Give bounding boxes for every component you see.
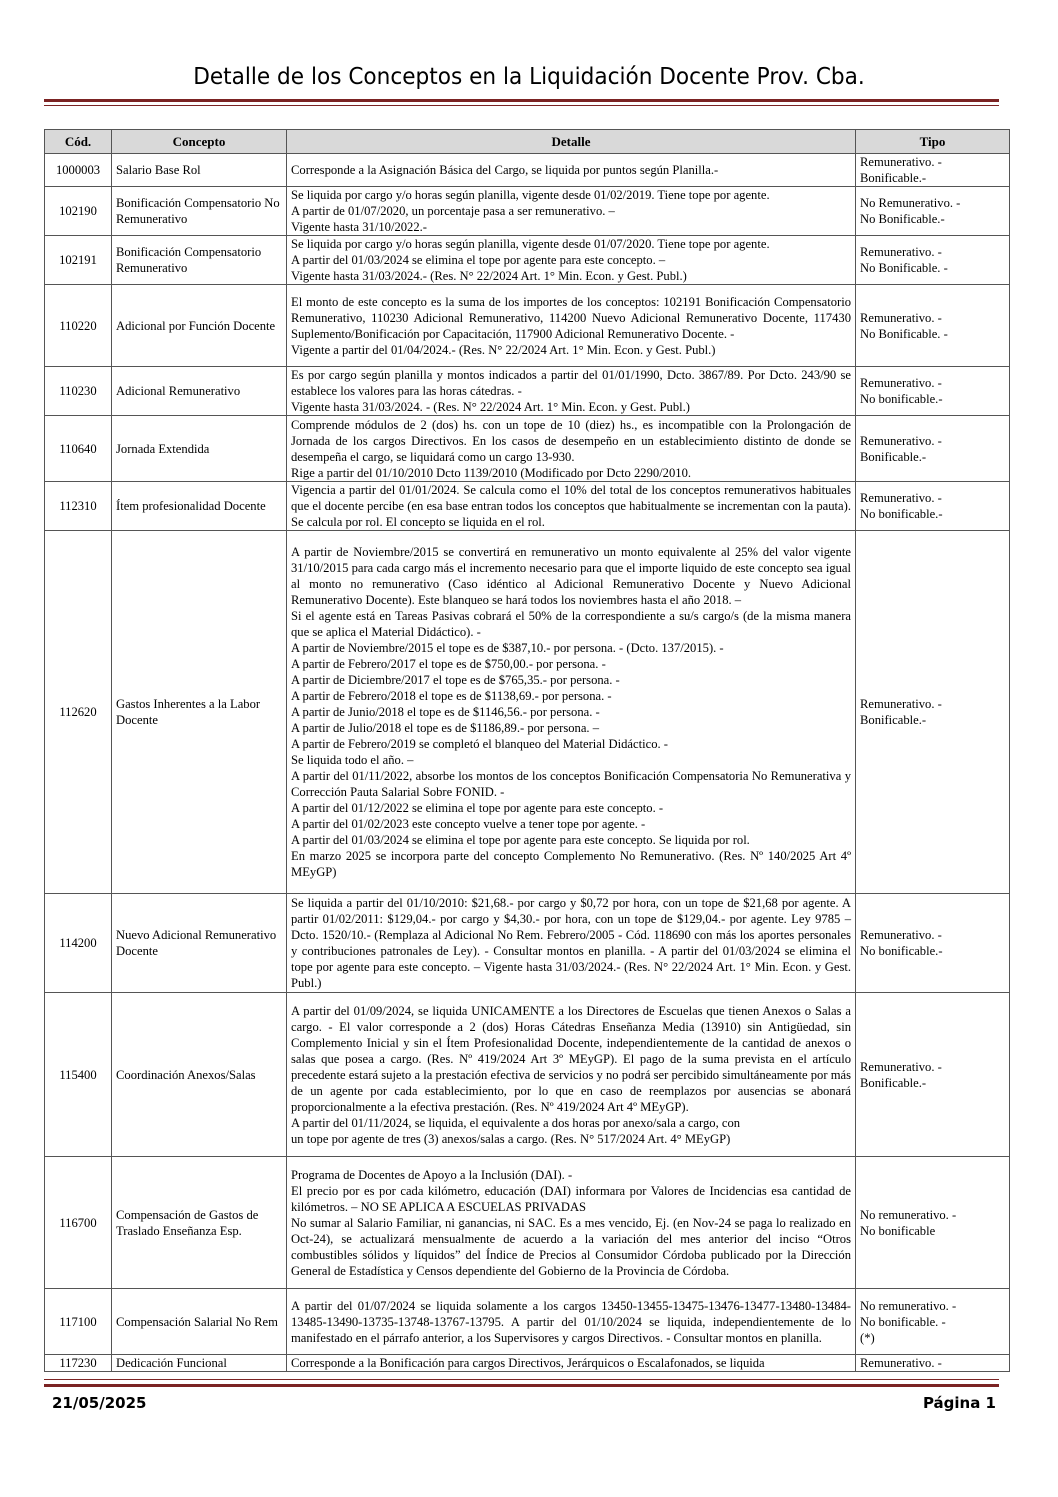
detalle-paragraph: A partir de Diciembre/2017 el tope es de $765,35.- por persona. - <box>291 673 620 687</box>
tipo-line: Bonificable.- <box>860 713 927 727</box>
footer-rule-thin <box>44 1379 999 1380</box>
detalle-paragraph: A partir del 01/03/2024 se elimina el tope por agente para este concepto. Se liquida por rol. <box>291 833 750 847</box>
cell-cod: 117100 <box>45 1289 112 1355</box>
cell-tipo <box>856 993 1010 1157</box>
cell-detalle <box>287 894 856 993</box>
detalle-paragraph: A partir de Junio/2018 el tope es de $1146,56.- por persona. - <box>291 705 600 719</box>
tipo-line: No bonificable <box>860 1223 936 1238</box>
tipo-line: Remunerativo. - <box>860 928 942 942</box>
cell-tipo <box>856 236 1010 285</box>
detalle-paragraph: Vigencia a partir del 01/01/2024. Se calcula como el 10% del total de los conceptos remunerativos habituales que el docente percibe (en esa base entran todos los conceptos que habitualmente se incrementan con la pauta). Se calcula por rol. El concepto se liquida en el rol. <box>291 483 851 529</box>
cell-cod: 116700 <box>45 1157 112 1289</box>
cell-detalle <box>287 154 856 187</box>
cell-detalle <box>287 1355 856 1372</box>
cell-tipo <box>856 482 1010 531</box>
tipo-line: Bonificable.- <box>860 449 927 464</box>
cell-cod: 114200 <box>45 894 112 993</box>
cell-tipo <box>856 285 1010 367</box>
tipo-line: No bonificable.- <box>860 507 943 521</box>
cell-cod: 110640 <box>45 416 112 482</box>
cell-concepto: Jornada Extendida <box>112 416 287 482</box>
detalle-paragraph: A partir del 01/07/2024 se liquida solamente a los cargos 13450-13455-13475-13476-13477-13480-13484-13485-13490-13735-13748-13767-13795. A partir del 01/10/2024 se liquida, independientemente de lo manifestado en el párrafo anterior, a los Supervisores y cargos Directivos. - Consultar montos en planilla. <box>291 1298 851 1345</box>
cell-concepto: Compensación Salarial No Rem <box>112 1289 287 1355</box>
cell-concepto: Coordinación Anexos/Salas <box>112 993 287 1157</box>
cell-concepto: Compensación de Gastos de Traslado Enseñanza Esp. <box>112 1157 287 1289</box>
cell-tipo <box>856 531 1010 894</box>
footer-rule-thick <box>44 1384 999 1387</box>
tipo-line: No Bonificable. - <box>860 326 948 341</box>
detalle-paragraph: A partir del 01/09/2024, se liquida UNICAMENTE a los Directores de Escuelas que tienen Anexos o Salas a cargo. - El valor corresponde a 2 (dos) Horas Cátedras Enseñanza Media (13910) sin Antigüedad, sin Complemento Inicial y sin el Ítem Profesionalidad Docente, independientemente de la cantidad de anexos o salas que posea a cargo. (Res. Nº 419/2024 Art 3º MEyGP). El pago de la suma prevista en el artículo precedente estará sujeto a la prestación efectiva de servicios y no podrá ser percibido simultáneamente por más de un agente por cada establecimiento, por lo que en caso de reemplazos por ausencias se abonará proporcionalmente a la efectiva prestación. (Res. Nº 419/2024 Art 4º MEyGP). <box>291 1003 851 1114</box>
cell-cod: 1000003 <box>45 154 112 187</box>
tipo-line: No remunerativo. - <box>860 1298 957 1313</box>
table-row <box>45 1289 1010 1355</box>
tipo-line: Remunerativo. - <box>860 697 942 711</box>
cell-detalle <box>287 285 856 367</box>
detalle-paragraph: Vigente a partir del 01/04/2024.- (Res. N° 22/2024 Art. 1° Min. Econ. y Gest. Publ.) <box>291 342 716 357</box>
detalle-paragraph: El precio por es por cada kilómetro, educación (DAI) informara por Valores de Incidencias esa cantidad de kilómetros. – NO SE APLICA A ESCUELAS PRIVADAS <box>291 1183 851 1214</box>
tipo-line: Remunerativo. - <box>860 1059 942 1074</box>
cell-tipo <box>856 894 1010 993</box>
detalle-paragraph: A partir de Julio/2018 el tope es de $1186,89.- por persona. – <box>291 721 600 735</box>
cell-concepto: Adicional por Función Docente <box>112 285 287 367</box>
detalle-paragraph: Si el agente está en Tareas Pasivas cobrará el 50% de la correspondiente a su/s cargo/s (de la misma manera que se aplica el Material Didáctico). - <box>291 609 851 639</box>
detalle-paragraph: Corresponde a la Bonificación para cargos Directivos, Jerárquicos o Escalafonados, se liquida <box>291 1356 765 1370</box>
detalle-paragraph: El monto de este concepto es la suma de los importes de los conceptos: 102191 Bonificación Compensatorio Remunerativo, 110230 Adicional Remunerativo, 114200 Nuevo Adicional Remunerativo Docente, 117430 Suplemento/Bonificación por Capacitación, 117900 Adicional Remunerativo Docente. - <box>291 294 851 341</box>
detalle-paragraph: A partir de Noviembre/2015 se convertirá en remunerativo un monto equivalente al 25% del valor vigente 31/10/2015 para cada cargo más el incremento necesario para que el importe liquido de este concepto sea igual al monto no remunerativo (Caso idéntico al Adicional Remunerativo Docente y Nuevo Adicional Remunerativo Docente). Este blanqueo se hará todos los noviembres hasta el año 2018. – <box>291 545 851 607</box>
detalle-paragraph: Se liquida a partir del 01/10/2010: $21,68.- por cargo y $0,72 por hora, con un tope de $21,68 por agente. A partir 01/02/2011: $129,04.- por cargo y $4,30.- por hora, con un tope de $129,04.- por agente. Ley 9785 – Dcto. 1520/10.- (Remplaza al Adicional No Rem. Febrero/2005 - Cód. 118690 con más los aportes personales y contribuciones patronales de Ley). - Consultar montos en planilla. - A partir del 01/03/2024 se elimina el tope por agente para este concepto. – Vigente hasta 31/03/2024.- (Res. N° 22/2024 Art. 1° Min. Econ. y Gest. Publ.) <box>291 896 851 990</box>
tipo-line: No bonificable.- <box>860 944 943 958</box>
tipo-line: (*) <box>860 1330 875 1345</box>
table-body <box>45 154 1010 1372</box>
cell-detalle <box>287 1289 856 1355</box>
tipo-line: Remunerativo. - <box>860 155 942 169</box>
detalle-paragraph: No sumar al Salario Familiar, ni ganancias, ni SAC. Es a mes vencido, Ej. (en Nov-24 se paga lo realizado en Oct-24), se actualizará mensualmente de acuerdo a la variación del mes anterior del inciso “Otros combustibles sólidos y líquidos” del Índice de Precios al Consumidor Córdoba publicado por la Dirección General de Estadística y Censos dependiente del Gobierno de la Provincia de Córdoba. <box>291 1215 851 1278</box>
detalle-paragraph: Corresponde a la Asignación Básica del Cargo, se liquida por puntos según Planilla.- <box>291 163 719 177</box>
cell-tipo <box>856 416 1010 482</box>
detalle-paragraph: Es por cargo según planilla y montos indicados a partir del 01/01/1990, Dcto. 3867/89. Por Dcto. 243/90 se establece los valores para las horas cátedras. - <box>291 368 851 398</box>
cell-cod: 117230 <box>45 1355 112 1372</box>
tipo-line: No remunerativo. - <box>860 1207 957 1222</box>
cell-concepto: Bonificación Compensatorio Remunerativo <box>112 236 287 285</box>
detalle-paragraph: A partir del 01/12/2022 se elimina el tope por agente para este concepto. - <box>291 801 664 815</box>
detalle-paragraph: Vigente hasta 31/10/2022.- <box>291 220 427 234</box>
detalle-paragraph: A partir de Noviembre/2015 el tope es de $387,10.- por persona. - (Dcto. 137/2015). - <box>291 641 724 655</box>
detalle-paragraph: A partir de 01/07/2020, un porcentaje pasa a ser remunerativo. – <box>291 204 615 218</box>
table-row <box>45 187 1010 236</box>
detalle-paragraph: A partir del 01/11/2022, absorbe los montos de los conceptos Bonificación Compensatoria No Remunerativa y Corrección Pauta Salarial Sobre FONID. - <box>291 769 851 799</box>
table-row <box>45 993 1010 1157</box>
tipo-line: Remunerativo. - <box>860 245 942 259</box>
table-row <box>45 285 1010 367</box>
detalle-paragraph: A partir del 01/03/2024 se elimina el tope por agente para este concepto. – <box>291 253 666 267</box>
cell-detalle <box>287 367 856 416</box>
tipo-line: Bonificable.- <box>860 1075 927 1090</box>
page-title: Detalle de los Conceptos en la Liquidación Docente Prov. Cba. <box>193 64 865 90</box>
detalle-paragraph: Vigente hasta 31/03/2024.- (Res. N° 22/2024 Art. 1° Min. Econ. y Gest. Publ.) <box>291 269 687 283</box>
table-row <box>45 531 1010 894</box>
detalle-paragraph: un tope por agente de tres (3) anexos/salas a cargo. (Res. N° 517/2024 Art. 4° MEyGP) <box>291 1131 731 1146</box>
tipo-line: Bonificable.- <box>860 171 927 185</box>
detalle-paragraph: A partir de Febrero/2017 el tope es de $750,00.- por persona. - <box>291 657 606 671</box>
detalle-paragraph: A partir del 01/11/2024, se liquida, el equivalente a dos horas por anexo/sala a cargo, con <box>291 1115 741 1130</box>
cell-detalle <box>287 416 856 482</box>
cell-concepto: Gastos Inherentes a la Labor Docente <box>112 531 287 894</box>
cell-tipo <box>856 1355 1010 1372</box>
detalle-paragraph: Comprende módulos de 2 (dos) hs. con un tope de 10 (diez) hs., es incompatible con la Prolongación de Jornada de los cargos Directivos. En los casos de desempeño en un establecimiento distinto de donde se desempeña el cargo, se liquidará como un cargo 13-930. <box>291 417 851 464</box>
detalle-paragraph: Se liquida por cargo y/o horas según planilla, vigente desde 01/02/2019. Tiene tope por agente. <box>291 188 770 202</box>
detalle-paragraph: Rige a partir del 01/10/2010 Dcto 1139/2010 (Modificado por Dcto 2290/2010. <box>291 465 692 480</box>
cell-detalle <box>287 1157 856 1289</box>
tipo-line: No Bonificable.- <box>860 212 945 226</box>
detalle-paragraph: A partir de Febrero/2019 se completó el blanqueo del Material Didáctico. - <box>291 737 668 751</box>
header-concepto: Concepto <box>112 130 287 154</box>
tipo-line: Remunerativo. - <box>860 1356 942 1370</box>
table-row <box>45 894 1010 993</box>
header-rule-thick <box>44 99 999 102</box>
detalle-paragraph: A partir del 01/02/2023 este concepto vuelve a tener tope por agente. - <box>291 817 646 831</box>
cell-concepto: Adicional Remunerativo <box>112 367 287 416</box>
tipo-line: Remunerativo. - <box>860 433 942 448</box>
table-row <box>45 236 1010 285</box>
cell-concepto: Dedicación Funcional <box>112 1355 287 1372</box>
header-detalle: Detalle <box>287 130 856 154</box>
detalle-paragraph: Se liquida por cargo y/o horas según planilla, vigente desde 01/07/2020. Tiene tope por agente. <box>291 237 770 251</box>
cell-detalle <box>287 531 856 894</box>
cell-tipo <box>856 154 1010 187</box>
cell-cod: 112620 <box>45 531 112 894</box>
cell-cod: 102191 <box>45 236 112 285</box>
table-row <box>45 416 1010 482</box>
tipo-line: No Bonificable. - <box>860 261 948 275</box>
cell-tipo <box>856 1157 1010 1289</box>
header-rule-thin <box>44 105 999 106</box>
detalle-paragraph: Vigente hasta 31/03/2024. - (Res. N° 22/2024 Art. 1° Min. Econ. y Gest. Publ.) <box>291 400 690 414</box>
table-row <box>45 482 1010 531</box>
footer-date: 21/05/2025 <box>52 1394 147 1412</box>
detalle-paragraph: A partir de Febrero/2018 el tope es de $1138,69.- por persona. - <box>291 689 612 703</box>
header-cod: Cód. <box>45 130 112 154</box>
cell-concepto: Salario Base Rol <box>112 154 287 187</box>
cell-detalle <box>287 482 856 531</box>
table-row <box>45 1157 1010 1289</box>
tipo-line: No bonificable.- <box>860 392 943 406</box>
cell-detalle <box>287 993 856 1157</box>
cell-detalle <box>287 236 856 285</box>
detalle-paragraph: Se liquida todo el año. – <box>291 753 414 767</box>
cell-detalle <box>287 187 856 236</box>
detalle-paragraph: Programa de Docentes de Apoyo a la Inclusión (DAI). - <box>291 1167 573 1182</box>
cell-cod: 110230 <box>45 367 112 416</box>
footer-page-number: Página 1 <box>922 1394 996 1412</box>
cell-cod: 112310 <box>45 482 112 531</box>
tipo-line: Remunerativo. - <box>860 491 942 505</box>
cell-concepto: Bonificación Compensatorio No Remunerativo <box>112 187 287 236</box>
tipo-line: No Remunerativo. - <box>860 196 961 210</box>
cell-concepto: Nuevo Adicional Remunerativo Docente <box>112 894 287 993</box>
tipo-line: Remunerativo. - <box>860 310 942 325</box>
concepts-table <box>44 129 1010 1372</box>
table-row <box>45 367 1010 416</box>
cell-tipo <box>856 187 1010 236</box>
cell-tipo <box>856 367 1010 416</box>
table-row <box>45 1355 1010 1372</box>
cell-cod: 102190 <box>45 187 112 236</box>
table-row <box>45 154 1010 187</box>
header-tipo: Tipo <box>856 130 1010 154</box>
cell-cod: 110220 <box>45 285 112 367</box>
tipo-line: No bonificable. - <box>860 1314 946 1329</box>
table-header-row <box>45 130 1010 154</box>
detalle-paragraph: En marzo 2025 se incorpora parte del concepto Complemento No Remunerativo. (Res. Nº 140/2025 Art 4º MEyGP) <box>291 849 851 879</box>
cell-tipo <box>856 1289 1010 1355</box>
cell-concepto: Ítem profesionalidad Docente <box>112 482 287 531</box>
cell-cod: 115400 <box>45 993 112 1157</box>
tipo-line: Remunerativo. - <box>860 376 942 390</box>
